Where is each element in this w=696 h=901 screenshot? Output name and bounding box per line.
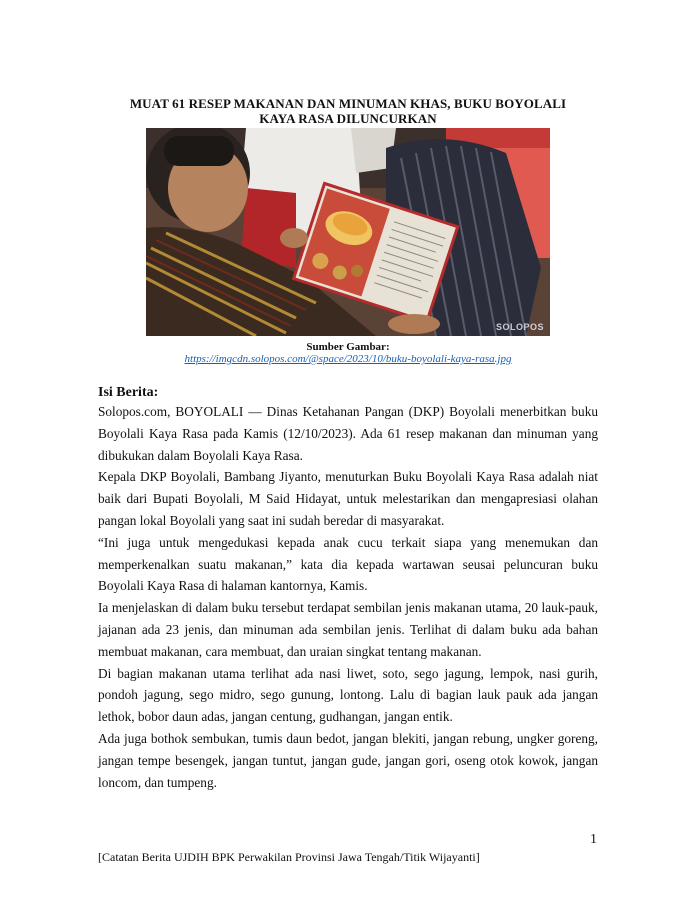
document-title	[100, 96, 596, 126]
title-line-1: MUAT 61 RESEP MAKANAN DAN MINUMAN KHAS, BUKU BOYOLALI	[129, 96, 567, 111]
article-body	[98, 401, 598, 793]
article-paragraph: Ia menjelaskan di dalam buku tersebut terdapat sembilan jenis makanan utama, 20 lauk-pauk, jajanan ada 23 jenis, dan minuman ada sembilan jenis. Terlihat di dalam buku ada bahan membuat makanan, cara membuat, dan uraian singkat tentang makanan.	[98, 600, 598, 659]
footer-note: [Catatan Berita UJDIH BPK Perwakilan Provinsi Jawa Tengah/Titik Wijayanti]	[98, 850, 480, 864]
news-photo	[146, 128, 550, 336]
article-paragraph: Ada juga bothok sembukan, tumis daun bedot, jangan blekiti, jangan rebung, ungker goreng, jangan tempe besengek, jangan tuntut, jangan gude, jangan gori, oseng otok kowok, jangan loncom, dan tumpeng.	[98, 730, 598, 790]
article-paragraph: Solopos.com, BOYOLALI — Dinas Ketahanan Pangan (DKP) Boyolali menerbitkan buku Boyolali Kaya Rasa pada Kamis (12/10/2023). Ada 61 resep makanan dan minuman yang dibukukan dalam Boyolali Kaya Rasa.	[98, 404, 598, 463]
section-heading: Isi Berita:	[98, 385, 159, 400]
title-line-2: KAYA RASA DILUNCURKAN	[259, 111, 437, 126]
news-photo-illustration	[146, 128, 550, 336]
image-source-link[interactable]: https://imgcdn.solopos.com/@space/2023/10/buku-boyolali-kaya-rasa.jpg	[184, 353, 512, 365]
article-paragraph: “Ini juga untuk mengedukasi kepada anak cucu terkait siapa yang menemukan dan memperkenalkan suatu makanan,” kata dia kepada wartawan seusai peluncuran buku Boyolali Kaya Rasa di halaman kantornya, Kamis.	[98, 534, 598, 594]
article-paragraph: Di bagian makanan utama terlihat ada nasi liwet, soto, sego jagung, lempok, nasi gurih, pondoh jagung, sego midro, sego gunung, lontong. Lalu di bagian lauk pauk ada jangan lethok, bobor daun adas, jangan centung, gudhangan, jangan entik.	[98, 665, 598, 725]
page-number: 1	[590, 832, 597, 847]
image-watermark: SOLOPOS	[495, 322, 544, 332]
article-paragraph: Kepala DKP Boyolali, Bambang Jiyanto, menuturkan Buku Boyolali Kaya Rasa adalah niat baik dari Bupati Boyolali, M Said Hidayat, untuk melestarikan dan mengapresiasi olahan pangan lokal Boyolali yang saat ini sudah beredar di masyarakat.	[98, 469, 598, 528]
image-source-label: Sumber Gambar:	[306, 341, 390, 353]
